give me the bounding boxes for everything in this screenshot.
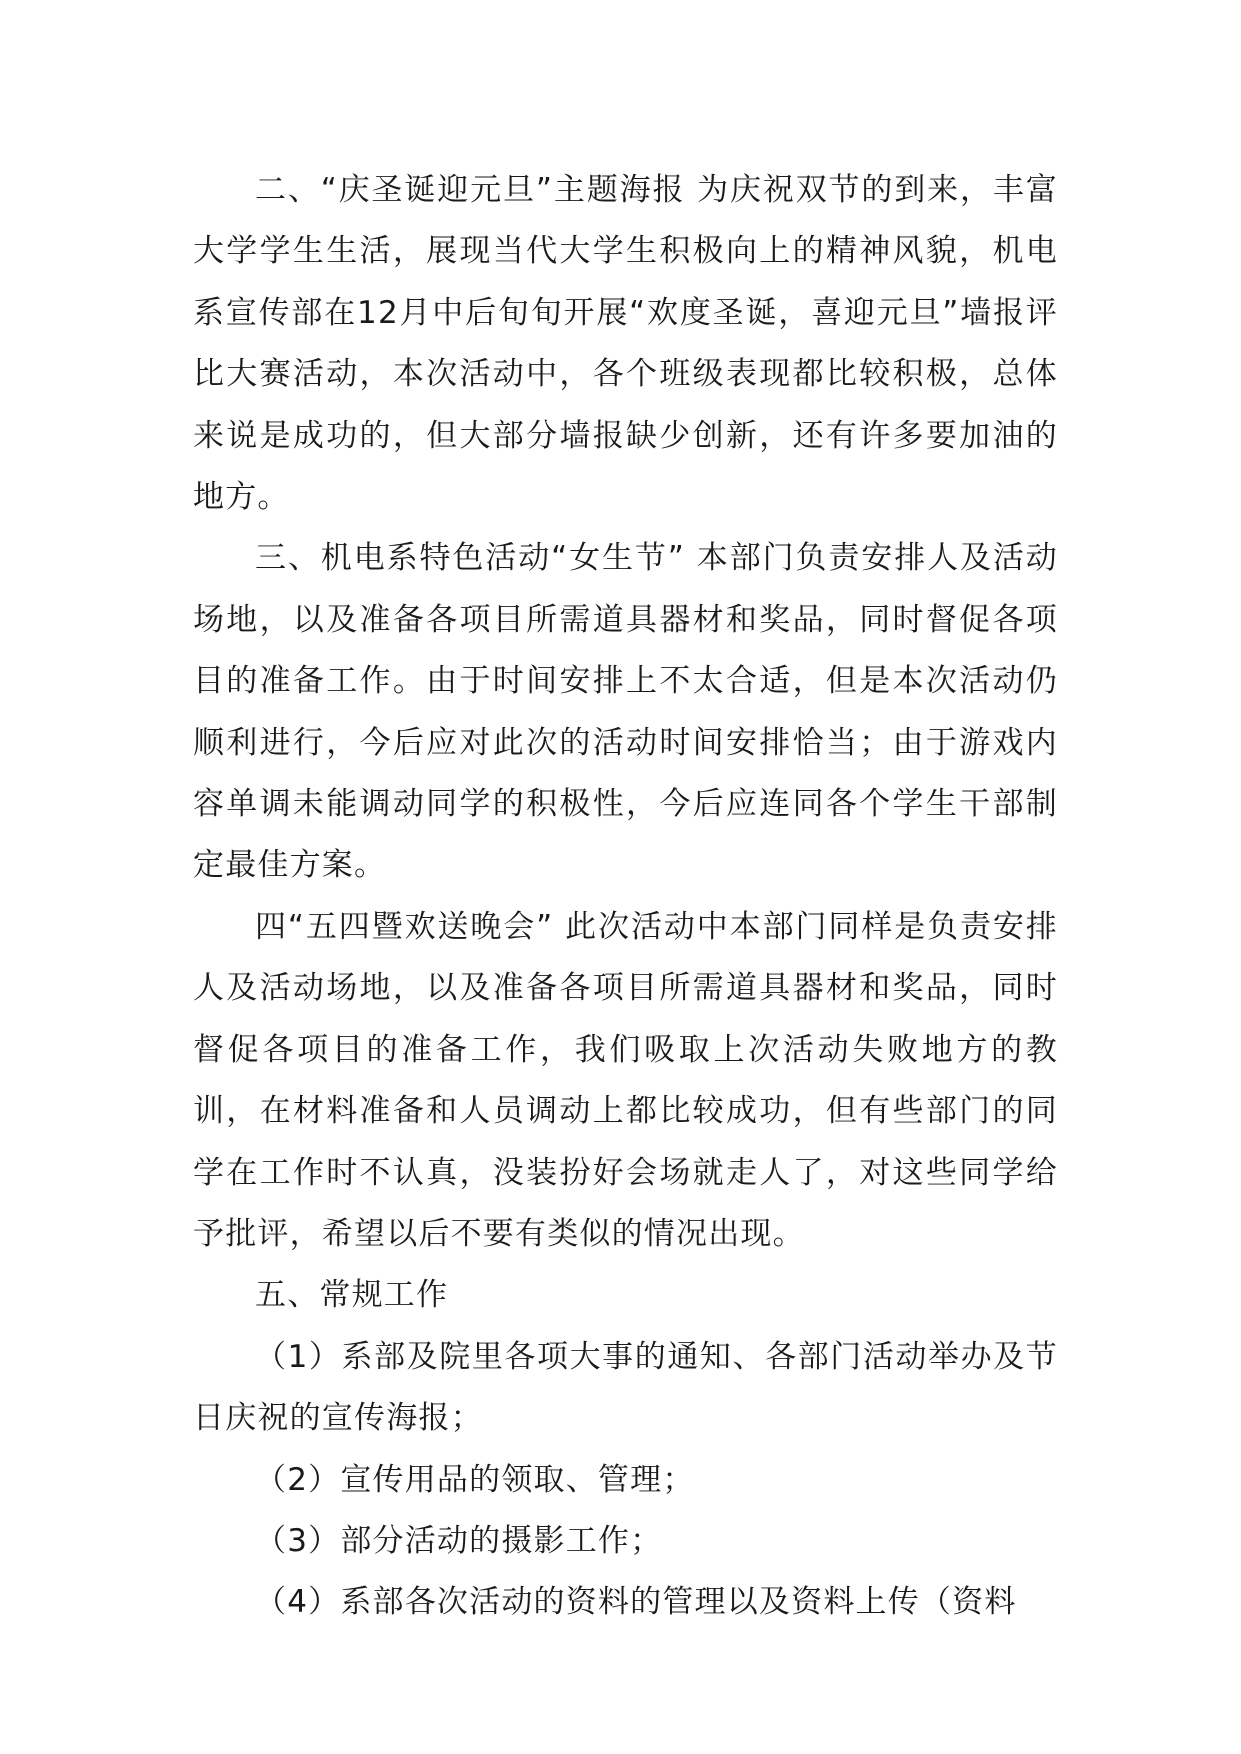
paragraph-routine-item-1: （1）系部及院里各项大事的通知、各部门活动举办及节日庆祝的宣传海报； xyxy=(193,1338,1058,1437)
paragraph-christmas-poster: 二、“庆圣诞迎元旦”主题海报 为庆祝双节的到来，丰富大学学生生活，展现当代大学生积极向上的精神风貌，机电系宣传部在12月中后旬旬开展“欢度圣诞，喜迎元旦”墙报评比大赛活动，本次活动中，各个班级表现都比较积极，总体来说是成功的，但大部分墙报缺少创新，还有许多要加油的地方。 xyxy=(193,172,1058,516)
paragraph-girls-day: 三、机电系特色活动“女生节” 本部门负责安排人及活动场地，以及准备各项目所需道具器材和奖品，同时督促各项目的准备工作。由于时间安排上不太合适，但是本次活动仍顺利进行，今后应对此次的活动时间安排恰当；由于游戏内容单调未能调动同学的积极性，今后应连同各个学生干部制定最佳方案。 xyxy=(193,540,1058,884)
paragraph-routine-item-4: （4）系部各次活动的资料的管理以及资料上传（资料 xyxy=(255,1584,1017,1621)
paragraph-routine-work-heading: 五、常规工作 xyxy=(255,1277,449,1314)
paragraph-may-fourth-party: 四“五四暨欢送晚会” 此次活动中本部门同样是负责安排人及活动场地，以及准备各项目所需道具器材和奖品，同时督促各项目的准备工作，我们吸取上次活动失败地方的教训，在材料准备和人员调动上都比较成功，但有些部门的同学在工作时不认真，没装扮好会场就走人了，对这些同学给予批评，希望以后不要有类似的情况出现。 xyxy=(193,908,1058,1252)
paragraph-routine-item-3: （3）部分活动的摄影工作； xyxy=(255,1522,663,1559)
document-body xyxy=(193,160,1058,1634)
paragraph-routine-item-2: （2）宣传用品的领取、管理； xyxy=(255,1461,695,1498)
